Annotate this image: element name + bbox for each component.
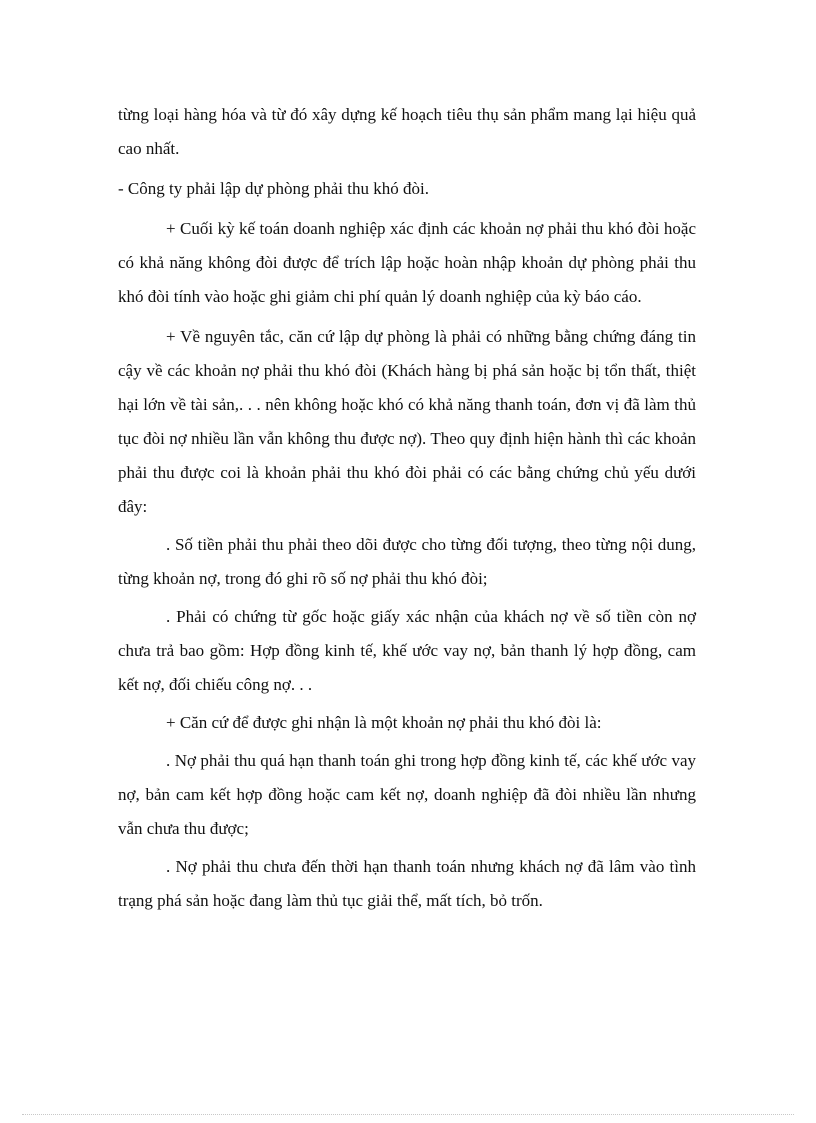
document-body — [118, 98, 696, 918]
paragraph-1: từng loại hàng hóa và từ đó xây dựng kế hoạch tiêu thụ sản phẩm mang lại hiệu quả cao nhất. — [118, 105, 696, 158]
paragraph-6: . Phải có chứng từ gốc hoặc giấy xác nhận của khách nợ về số tiền còn nợ chưa trả bao gồm: Hợp đồng kinh tế, khế ước vay nợ, bản thanh lý hợp đồng, cam kết nợ, đối chiếu công nợ. . . — [118, 607, 696, 694]
paragraph-3: + Cuối kỳ kế toán doanh nghiệp xác định các khoản nợ phải thu khó đòi hoặc có khả năng không đòi được để trích lập hoặc hoàn nhập khoản dự phòng phải thu khó đòi tính vào hoặc ghi giảm chi phí quản lý doanh nghiệp của kỳ báo cáo. — [118, 219, 696, 306]
paragraph-9: . Nợ phải thu chưa đến thời hạn thanh toán nhưng khách nợ đã lâm vào tình trạng phá sản hoặc đang làm thủ tục giải thể, mất tích, bỏ trốn. — [118, 857, 696, 910]
paragraph-5: . Số tiền phải thu phải theo dõi được cho từng đối tượng, theo từng nội dung, từng khoản nợ, trong đó ghi rõ số nợ phải thu khó đòi; — [118, 535, 696, 588]
paragraph-4: + Về nguyên tắc, căn cứ lập dự phòng là phải có những bằng chứng đáng tin cậy về các khoản nợ phải thu khó đòi (Khách hàng bị phá sản hoặc bị tổn thất, thiệt hại lớn về tài sản,. . . nên không hoặc khó có khả năng thanh toán, đơn vị đã làm thủ tục đòi nợ nhiều lần vẫn không thu được nợ). Theo quy định hiện hành thì các khoản phải thu được coi là khoản phải thu khó đòi phải có các bằng chứng chủ yếu dưới đây: — [118, 327, 696, 516]
page-bottom-rule — [22, 1114, 794, 1115]
paragraph-8: . Nợ phải thu quá hạn thanh toán ghi trong hợp đồng kinh tế, các khế ước vay nợ, bản cam kết hợp đồng hoặc cam kết nợ, doanh nghiệp đã đòi nhiều lần nhưng vẫn chưa thu được; — [118, 751, 696, 838]
paragraph-2: - Công ty phải lập dự phòng phải thu khó đòi. — [118, 179, 429, 198]
paragraph-7: + Căn cứ để được ghi nhận là một khoản nợ phải thu khó đòi là: — [166, 713, 602, 732]
